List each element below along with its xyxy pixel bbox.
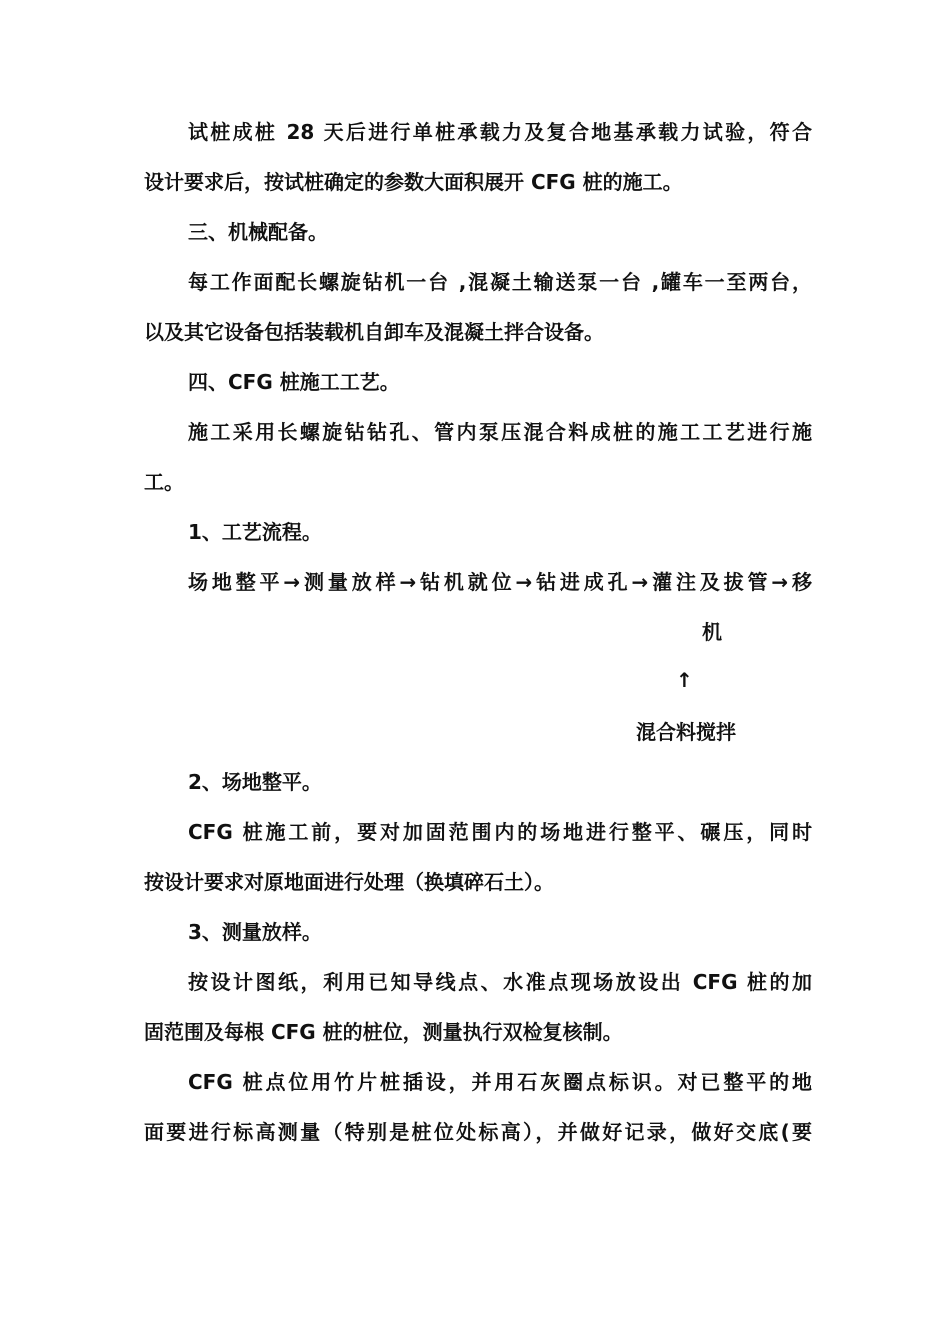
paragraph-1-line-1: 试桩成桩 28 天后进行单桩承载力及复合地基承载力试验，符合	[188, 120, 812, 144]
paragraph-5-line-2: 工。	[144, 470, 184, 494]
up-arrow-icon: ↑	[676, 668, 693, 692]
subheading-site-leveling: 2、场地整平。	[188, 770, 322, 794]
paragraph-11-line-1: 按设计图纸，利用已知导线点、水准点现场放设出 CFG 桩的加	[188, 970, 812, 994]
paragraph-12-line-1: CFG 桩点位用竹片桩插设，并用石灰圈点标识。对已整平的地	[188, 1070, 812, 1094]
section-heading-cfg-process: 四、CFG 桩施工工艺。	[188, 370, 400, 394]
paragraph-1-line-2: 设计要求后，按试桩确定的参数大面积展开 CFG 桩的施工。	[144, 170, 683, 194]
paragraph-3-line-2: 以及其它设备包括装载机自卸车及混凝土拌合设备。	[144, 320, 604, 344]
process-flow-wrap-text: 机	[702, 620, 722, 644]
process-flow-branch-label: 混合料搅拌	[636, 720, 736, 744]
paragraph-9-line-2: 按设计要求对原地面进行处理（换填碎石土）。	[144, 870, 554, 894]
subheading-process-flow: 1、工艺流程。	[188, 520, 322, 544]
paragraph-3-line-1: 每工作面配长螺旋钻机一台 ,混凝土输送泵一台 ,罐车一至两台，	[188, 270, 812, 294]
paragraph-9-line-1: CFG 桩施工前，要对加固范围内的场地进行整平、碾压，同时	[188, 820, 812, 844]
process-flow-line: 场地整平→测量放样→钻机就位→钻进成孔→灌注及拔管→移	[188, 570, 812, 594]
paragraph-11-line-2: 固范围及每根 CFG 桩的桩位，测量执行双检复核制。	[144, 1020, 623, 1044]
section-heading-machinery: 三、机械配备。	[188, 220, 328, 244]
paragraph-12-line-2: 面要进行标高测量（特别是桩位处标高），并做好记录，做好交底(要	[144, 1120, 812, 1144]
paragraph-5-line-1: 施工采用长螺旋钻钻孔、管内泵压混合料成桩的施工工艺进行施	[188, 420, 812, 444]
subheading-survey-layout: 3、测量放样。	[188, 920, 322, 944]
